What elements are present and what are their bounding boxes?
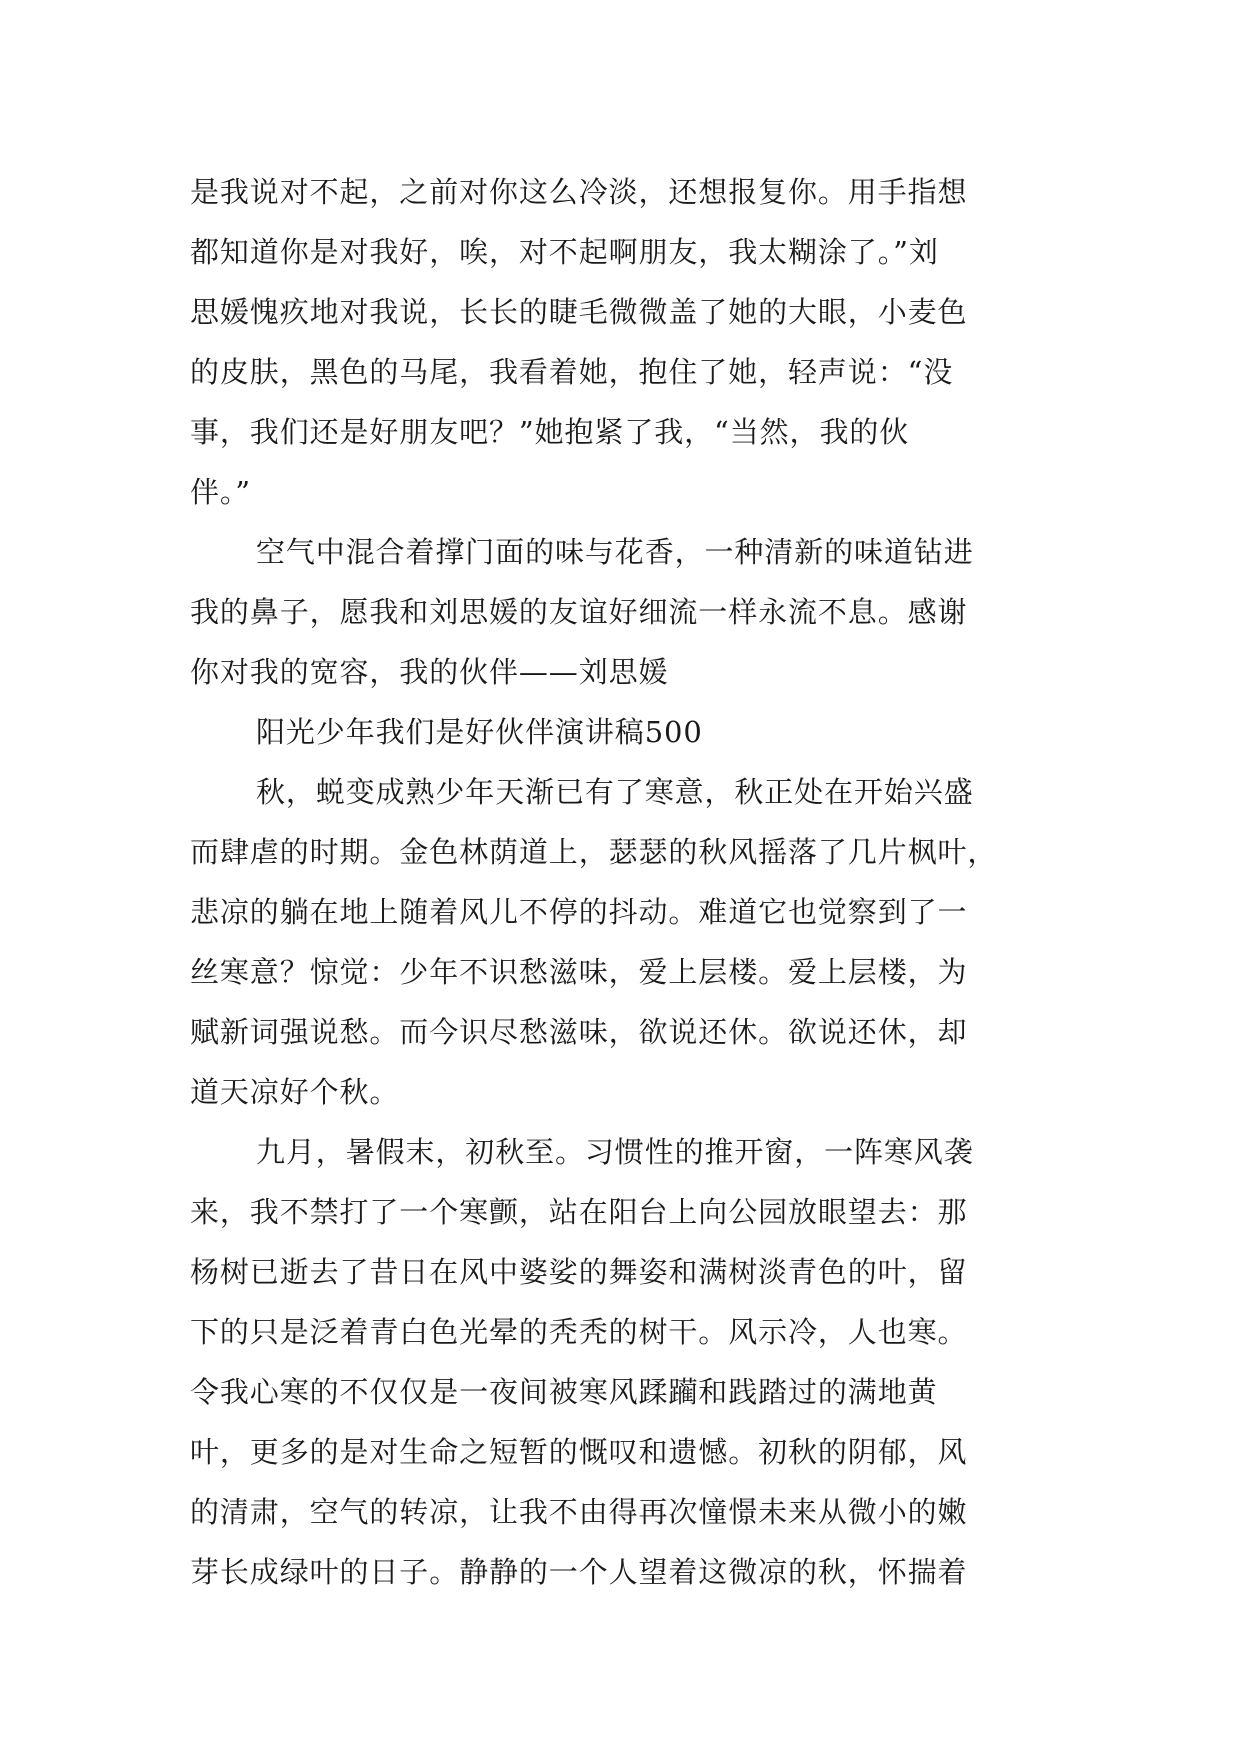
text-line: 叶，更多的是对生命之短暂的慨叹和遗憾。初秋的阴郁，风 (190, 1435, 968, 1469)
text-line: 的清肃，空气的转凉，让我不由得再次憧憬未来从微小的嫩 (190, 1495, 968, 1529)
text-line: 你对我的宽容，我的伙伴——刘思媛 (190, 655, 669, 689)
text-line: 赋新词强说愁。而今识尽愁滋味，欲说还休。欲说还休，却 (190, 1015, 968, 1049)
text-line: 的皮肤，黑色的马尾，我看着她，抱住了她，轻声说：“没 (190, 355, 954, 389)
text-line: 我的鼻子，愿我和刘思媛的友谊好细流一样永流不息。感谢 (190, 595, 968, 629)
text-line: 思媛愧疚地对我说，长长的睫毛微微盖了她的大眼，小麦色 (190, 295, 968, 329)
text-line: 悲凉的躺在地上随着风儿不停的抖动。难道它也觉察到了一 (190, 895, 968, 929)
text-line: 都知道你是对我好，唉，对不起啊朋友，我太糊涂了。”刘 (190, 235, 939, 269)
text-line: 杨树已逝去了昔日在风中婆娑的舞姿和满树淡青色的叶，留 (190, 1255, 968, 1289)
text-line: 是我说对不起，之前对你这么冷淡，还想报复你。用手指想 (190, 175, 968, 209)
section-title: 阳光少年我们是好伙伴演讲稿500 (256, 715, 703, 749)
text-line: 芽长成绿叶的日子。静静的一个人望着这微凉的秋，怀揣着 (190, 1555, 968, 1589)
text-line: 秋，蜕变成熟少年天渐已有了寒意，秋正处在开始兴盛 (256, 775, 974, 809)
text-line: 空气中混合着撑门面的味与花香，一种清新的味道钻进 (256, 535, 974, 569)
text-line: 丝寒意？惊觉：少年不识愁滋味，爱上层楼。爱上层楼，为 (190, 955, 968, 989)
text-line: 事，我们还是好朋友吧？”她抱紧了我，“当然，我的伙 (190, 415, 910, 449)
text-line: 令我心寒的不仅仅是一夜间被寒风蹂躏和践踏过的满地黄 (190, 1375, 938, 1409)
text-line: 而肆虐的时期。金色林荫道上，瑟瑟的秋风摇落了几片枫叶， (190, 835, 998, 869)
paragraph-friendship (190, 522, 1050, 702)
document-body (190, 162, 1050, 1602)
text-line: 九月，暑假末，初秋至。习惯性的推开窗，一阵寒风袭 (256, 1135, 974, 1169)
text-line: 伴。” (190, 475, 252, 509)
paragraph-autumn-intro (190, 762, 1050, 1122)
text-line: 下的只是泛着青白色光晕的秃秃的树干。风示冷，人也寒。 (190, 1315, 968, 1349)
paragraph-september (190, 1122, 1050, 1602)
text-line: 道天凉好个秋。 (190, 1075, 400, 1109)
paragraph-apology (190, 162, 1050, 522)
text-line: 来，我不禁打了一个寒颤，站在阳台上向公园放眼望去：那 (190, 1195, 968, 1229)
